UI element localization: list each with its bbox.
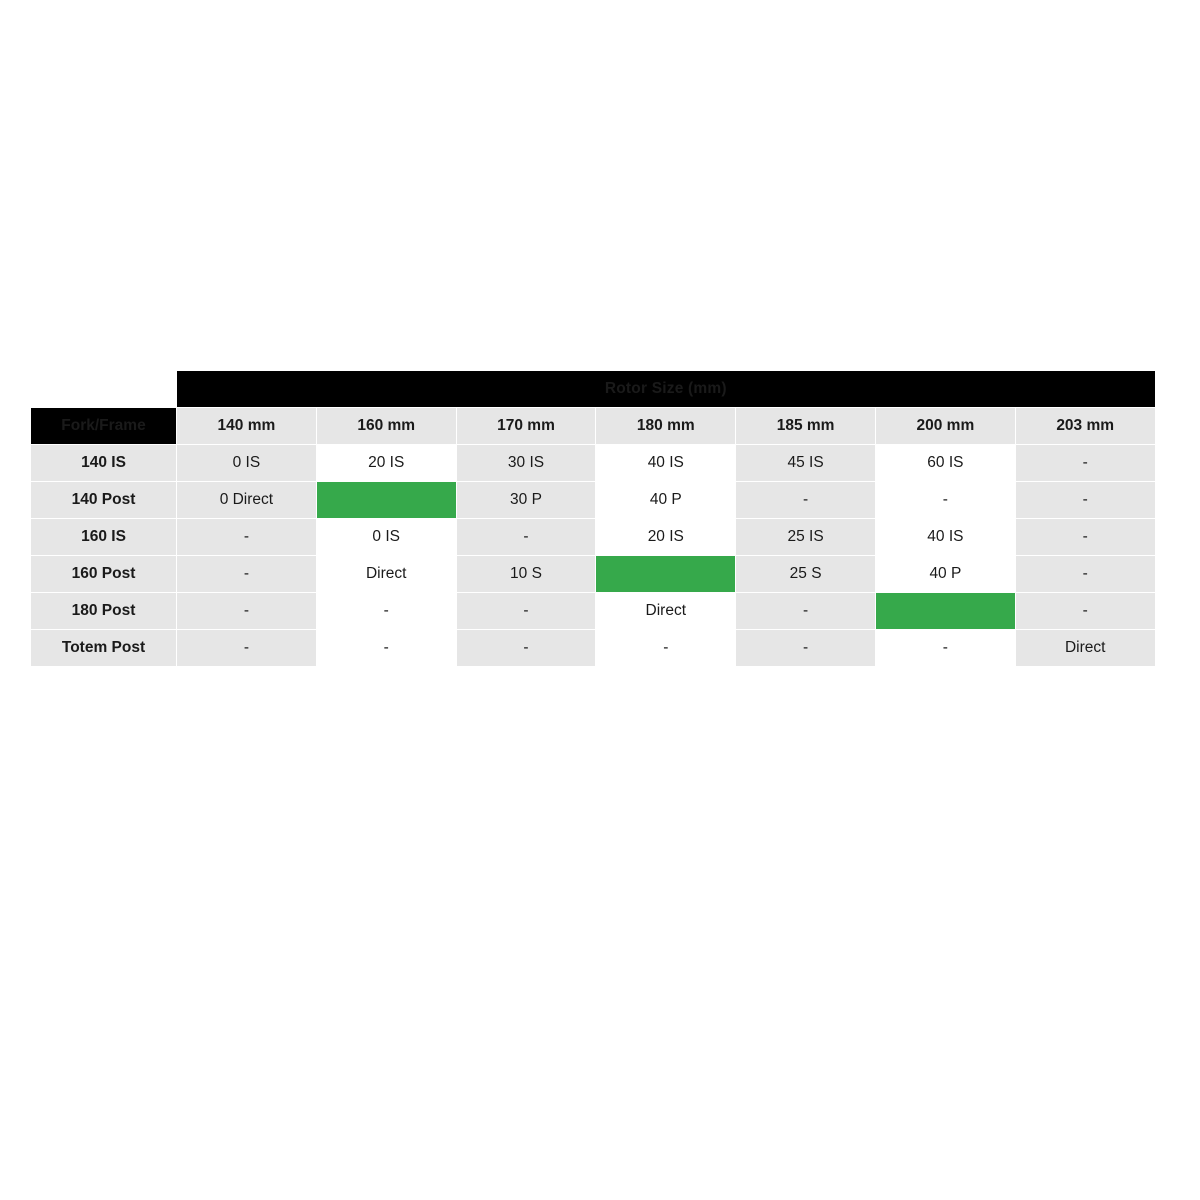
row-header: 160 Post (31, 556, 177, 593)
table-cell: - (177, 593, 317, 630)
column-header-180mm: 180 mm (596, 408, 736, 445)
column-header-185mm: 185 mm (736, 408, 876, 445)
table-cell: - (1015, 482, 1155, 519)
table-row (31, 519, 1156, 556)
table-cell: - (177, 519, 317, 556)
table-cell: 40 P (875, 556, 1015, 593)
table-cell: - (1015, 556, 1155, 593)
table-cell: 25 IS (736, 519, 876, 556)
table-cell: - (736, 593, 876, 630)
table-cell: - (456, 593, 596, 630)
column-header-203mm: 203 mm (1015, 408, 1155, 445)
table-cell: - (316, 593, 456, 630)
rotor-compatibility-table (30, 370, 1156, 667)
banner-row (31, 371, 1156, 408)
table-row (31, 556, 1156, 593)
table-cell: 0 IS (316, 519, 456, 556)
table-cell: - (177, 630, 317, 667)
corner-label: Fork/Frame (31, 408, 177, 445)
table-row (31, 630, 1156, 667)
row-header: 140 Post (31, 482, 177, 519)
table-cell: 10 S (456, 556, 596, 593)
table-cell: - (1015, 519, 1155, 556)
table-title: Rotor Size (mm) (177, 371, 1156, 408)
row-header: 180 Post (31, 593, 177, 630)
column-header-170mm: 170 mm (456, 408, 596, 445)
table-cell-highlighted (596, 556, 736, 593)
row-header: Totem Post (31, 630, 177, 667)
table-cell: 40 P (596, 482, 736, 519)
column-header-160mm: 160 mm (316, 408, 456, 445)
table-cell-highlighted (875, 593, 1015, 630)
table-cell: Direct (316, 556, 456, 593)
table-cell-highlighted (316, 482, 456, 519)
table-cell: - (456, 519, 596, 556)
row-header: 160 IS (31, 519, 177, 556)
table-cell: - (316, 630, 456, 667)
table-cell: 45 IS (736, 445, 876, 482)
row-header: 140 IS (31, 445, 177, 482)
table-cell: 20 IS (596, 519, 736, 556)
table-cell: 30 P (456, 482, 596, 519)
table-cell: 60 IS (875, 445, 1015, 482)
rotor-compatibility-table-wrapper (30, 370, 1155, 667)
table-cell: - (456, 630, 596, 667)
table-cell: - (736, 482, 876, 519)
column-header-140mm: 140 mm (177, 408, 317, 445)
header-row (31, 408, 1156, 445)
table-cell: - (1015, 445, 1155, 482)
banner-spacer (31, 371, 177, 408)
table-row (31, 445, 1156, 482)
table-cell: 30 IS (456, 445, 596, 482)
table-cell: 25 S (736, 556, 876, 593)
table-cell: 0 IS (177, 445, 317, 482)
table-cell: - (875, 630, 1015, 667)
table-cell: - (177, 556, 317, 593)
table-row (31, 482, 1156, 519)
column-header-200mm: 200 mm (875, 408, 1015, 445)
table-cell: - (1015, 593, 1155, 630)
table-cell: - (875, 482, 1015, 519)
table-cell: 20 IS (316, 445, 456, 482)
table-cell: - (736, 630, 876, 667)
table-cell: 40 IS (875, 519, 1015, 556)
table-cell: Direct (1015, 630, 1155, 667)
table-cell: 40 IS (596, 445, 736, 482)
table-cell: Direct (596, 593, 736, 630)
table-cell: - (596, 630, 736, 667)
table-cell: 0 Direct (177, 482, 317, 519)
table-row (31, 593, 1156, 630)
